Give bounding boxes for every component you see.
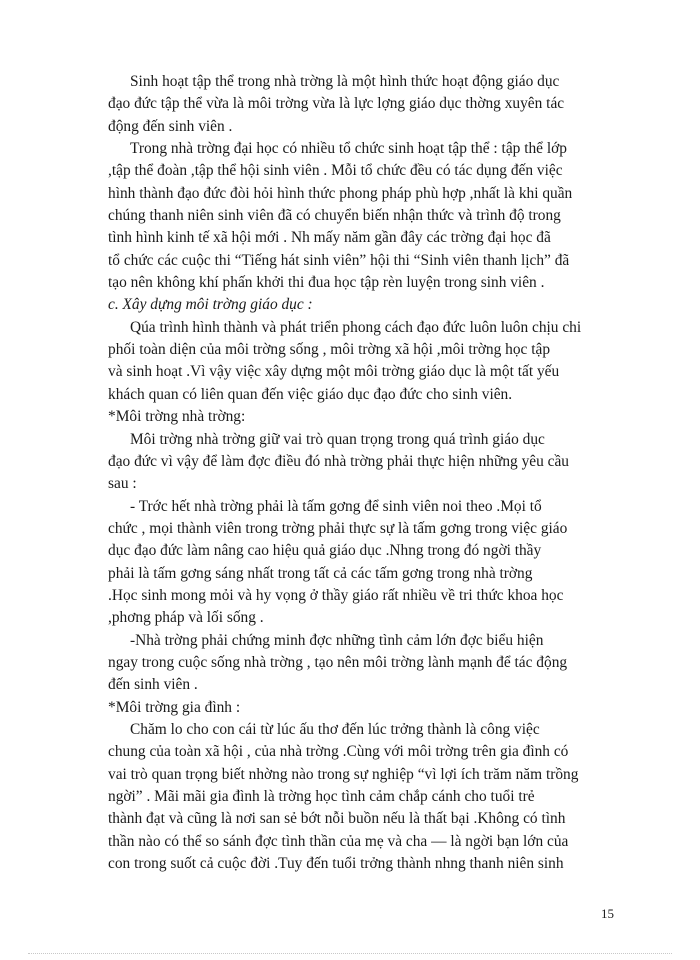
text-line: con trong suốt cả cuộc đời .Tuy đến tuổi trởng thành nhng thanh niên sinh xyxy=(108,855,564,873)
text-line: *Môi trờng gia đình : xyxy=(108,698,241,716)
text-line: phải là tấm gơng sáng nhất trong tất cả các tấm gơng trong nhà trờng xyxy=(108,564,533,582)
section-heading: c. Xây dựng môi trờng giáo dục : xyxy=(108,296,313,314)
text-line: tạo nên không khí phấn khởi thi đua học tập rèn luyện trong sinh viên . xyxy=(108,274,545,292)
text-line: ngời” . Mãi mãi gia đình là trờng học tình cảm chắp cánh cho tuổi trẻ xyxy=(108,788,535,805)
page-number: 15 xyxy=(601,906,614,921)
text-line: dục đạo đức làm nâng cao hiệu quả giáo dục .Nhng trong đó ngời thầy xyxy=(108,542,542,560)
text-line: ,tập thể đoàn ,tập thể hội sinh viên . Mỗi tổ chức đều có tác dụng đến việc xyxy=(108,162,563,180)
text-line: chức , mọi thành viên trong trờng phải thực sự là tấm gơng trong việc giáo xyxy=(108,519,568,537)
text-line: chúng thanh niên sinh viên đã có chuyển biến nhận thức và trình độ trong xyxy=(108,207,561,225)
body-text xyxy=(108,71,648,875)
text-line: và sinh hoạt .Vì vậy việc xây dựng một môi trờng giáo dục là một tất yếu xyxy=(108,363,560,381)
text-line: Sinh hoạt tập thể trong nhà trờng là một hình thức hoạt động giáo dục xyxy=(130,73,560,90)
text-line: Trong nhà trờng đại học có nhiều tổ chức sinh hoạt tập thể : tập thể lớp xyxy=(130,140,567,158)
text-line: hình thành đạo đức đòi hỏi hình thức phong pháp phù hợp ,nhất là khi quần xyxy=(108,184,573,202)
text-line: động đến sinh viên . xyxy=(108,117,233,135)
text-line: ngay trong cuộc sống nhà trờng , tạo nên môi trờng lành mạnh để tác động xyxy=(108,653,568,671)
text-line: tổ chức các cuộc thi “Tiếng hát sinh viên” hội thi “Sinh viên thanh lịch” đã xyxy=(108,251,570,269)
text-line: đạo đức vì vậy để làm đợc điều đó nhà trờng phải thực hiện những yêu cầu xyxy=(108,452,569,470)
text-line: Môi trờng nhà trờng giữ vai trò quan trọng trong quá trình giáo dục xyxy=(130,430,545,448)
text-line: - Trớc hết nhà trờng phải là tấm gơng để sinh viên noi theo .Mọi tổ xyxy=(130,497,542,515)
text-line: phối toàn diện của môi trờng sống , môi trờng xã hội ,môi trờng học tập xyxy=(108,341,551,359)
text-line: đạo đức tập thể vừa là môi trờng vừa là lực lợng giáo dục thờng xuyên tác xyxy=(108,95,565,113)
text-line: thần nào có thể so sánh đợc tình thần của mẹ và cha — là ngời bạn lớn của xyxy=(108,832,569,850)
text-line: thành đạt và cũng là nơi san sẻ bớt nỗi buồn nếu là thất bại .Không có tình xyxy=(108,810,566,828)
text-line: .Học sinh mong mỏi và hy vọng ở thầy giáo rất nhiều về tri thức khoa học xyxy=(108,586,564,604)
text-line: Qúa trình hình thành và phát triển phong cách đạo đức luôn luôn chịu chi xyxy=(130,318,582,336)
text-line: vai trò quan trọng biết nhờng nào trong sự nghiệp “vì lợi ích trăm năm trồng xyxy=(108,765,579,783)
text-line: Chăm lo cho con cái từ lúc ấu thơ đến lúc trởng thành là công việc xyxy=(130,720,540,738)
text-line: *Môi trờng nhà trờng: xyxy=(108,408,246,426)
text-line: khách quan có liên quan đến việc giáo dục đạo đức cho sinh viên. xyxy=(108,385,513,403)
page-bottom-divider xyxy=(28,953,672,954)
text-line: ,phơng pháp và lối sống . xyxy=(108,609,264,627)
text-line: chung của toàn xã hội , của nhà trờng .Cùng với môi trờng trên gia đình có xyxy=(108,743,569,761)
text-line: tình hình kinh tế xã hội mới . Nh mấy năm gần đây các trờng đại học đã xyxy=(108,229,551,247)
text-line: -Nhà trờng phải chứng minh đợc những tình cảm lớn đợc biểu hiện xyxy=(130,631,544,649)
text-line: sau : xyxy=(108,475,137,493)
text-line: đến sinh viên . xyxy=(108,676,198,694)
